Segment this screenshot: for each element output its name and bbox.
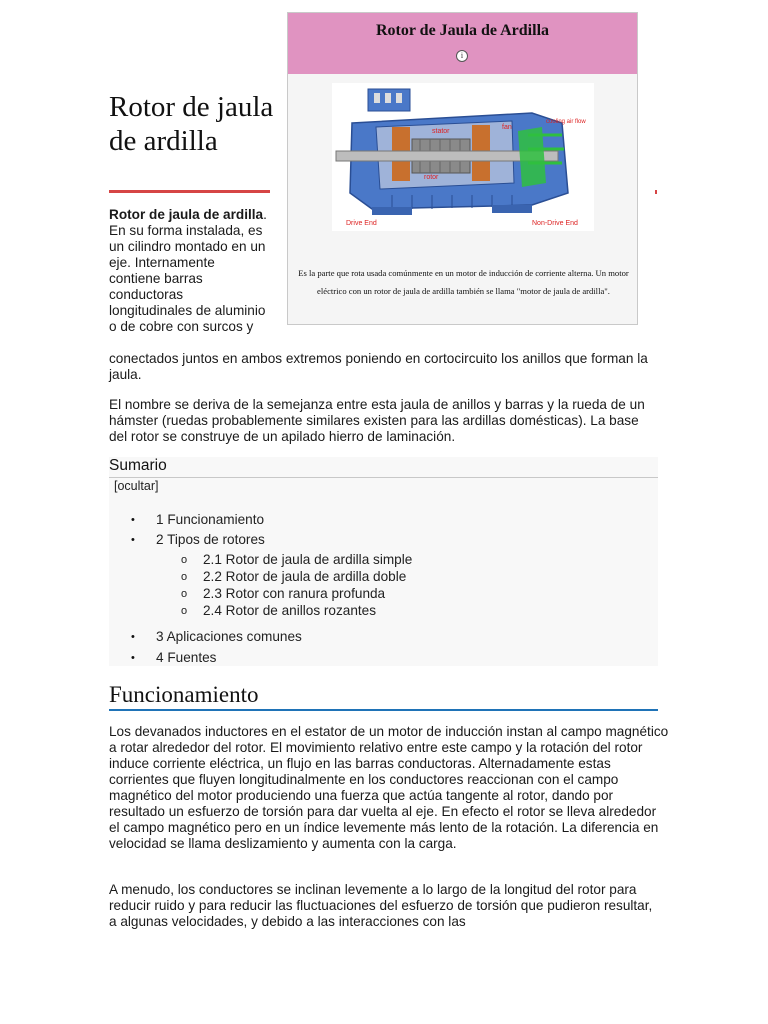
- sub-bullet: o: [181, 554, 188, 566]
- title-underline: [109, 190, 270, 193]
- intro-bold-term: Rotor de jaula de ardilla: [109, 207, 264, 222]
- funcionamiento-paragraph-1: Los devanados inductores en el estator de un motor de inducción instan al campo magnético a rotar alrededor del rotor. El movimiento relativo entre este campo y la rotación del rotor induce corriente eléctrica, un flujo en las barras conductoras. Alternadamente estas corrientes que fluyen longitudinalmente en los conductores reaccionan con el campo magnético del motor produciendo una fuerza que actúa tangente al rotor, dando por resultado un esfuerzo de torsión para dar vuelta al eje. En efecto el rotor se lleva alrededor el campo magnético pero en un índice levemente más lento de la rotación. La diferencia en velocidad se llama deslizamiento y aumenta con la carga.: [109, 724, 669, 851]
- section-underline: [109, 709, 658, 711]
- label-drive-end: Drive End: [346, 220, 377, 227]
- infobox: [287, 12, 638, 325]
- bullet: •: [131, 514, 135, 526]
- toc-title: Sumario: [109, 457, 658, 478]
- bullet: •: [131, 631, 135, 643]
- intro-paragraph-continued: conectados juntos en ambos extremos poniendo en cortocircuito los anillos que forman la jaula.: [109, 351, 648, 382]
- toc-subitem-ranura[interactable]: 2.3 Rotor con ranura profunda: [203, 586, 386, 601]
- label-cooling-air: cooling air flow: [546, 119, 586, 125]
- toc-toggle-link[interactable]: [ocultar]: [114, 479, 159, 493]
- toc-item-funcionamiento[interactable]: 1 Funcionamiento: [156, 512, 265, 527]
- name-origin-paragraph: El nombre se deriva de la semejanza entre esta jaula de anillos y barras y la rueda de un hámster (ruedas probablemente similares existen para las ardillas domésticas). La base del rotor se construye de un apilado hierro de laminación.: [109, 397, 645, 444]
- info-icon[interactable]: i: [456, 50, 468, 62]
- sub-bullet: o: [181, 605, 188, 617]
- infobox-title: Rotor de Jaula de Ardilla: [375, 22, 550, 39]
- sub-bullet: o: [181, 588, 188, 600]
- toc-subitem-simple[interactable]: 2.1 Rotor de jaula de ardilla simple: [203, 552, 413, 567]
- label-stator: stator: [432, 128, 450, 135]
- sub-bullet: o: [181, 571, 188, 583]
- page-title: Rotor de jaula de ardilla: [109, 91, 274, 157]
- label-non-drive-end: Non-Drive End: [532, 220, 578, 227]
- table-of-contents: [109, 457, 658, 666]
- funcionamiento-paragraph-2: A menudo, los conductores se inclinan levemente a lo largo de la longitud del rotor para reducir ruido y para reducir las fluctuaciones del esfuerzo de torsión que pudieron resultar, a algunas velocidades, y debido a las interacciones con las: [109, 882, 653, 929]
- infobox-header: [288, 13, 637, 74]
- infobox-caption: Es la parte que rota usada comúnmente en un motor de inducción de corriente alterna. Un motor eléctrico con un rotor de jaula de ardilla también se llama "motor de jaula de ardilla".: [298, 268, 629, 296]
- bullet: •: [131, 652, 135, 664]
- bullet: •: [131, 534, 135, 546]
- label-fan: fan: [502, 124, 512, 131]
- intro-paragraph: [109, 207, 269, 335]
- label-rotor: rotor: [424, 174, 439, 181]
- motor-cutaway-image[interactable]: [332, 83, 594, 231]
- section-heading-funcionamiento: Funcionamiento: [109, 682, 259, 707]
- title-underline-end: [655, 190, 657, 194]
- intro-narrow-text: . En su forma instalada, es un cilindro montado en un eje. Internamente contiene barras conductoras longitudinales de aluminio o de cobre con surcos y: [109, 207, 267, 334]
- toc-item-aplicaciones[interactable]: 3 Aplicaciones comunes: [156, 629, 302, 644]
- toc-subitem-doble[interactable]: 2.2 Rotor de jaula de ardilla doble: [203, 569, 407, 584]
- toc-item-fuentes[interactable]: 4 Fuentes: [156, 650, 217, 665]
- toc-item-tipos[interactable]: 2 Tipos de rotores: [156, 532, 265, 547]
- toc-subitem-anillos[interactable]: 2.4 Rotor de anillos rozantes: [203, 603, 377, 618]
